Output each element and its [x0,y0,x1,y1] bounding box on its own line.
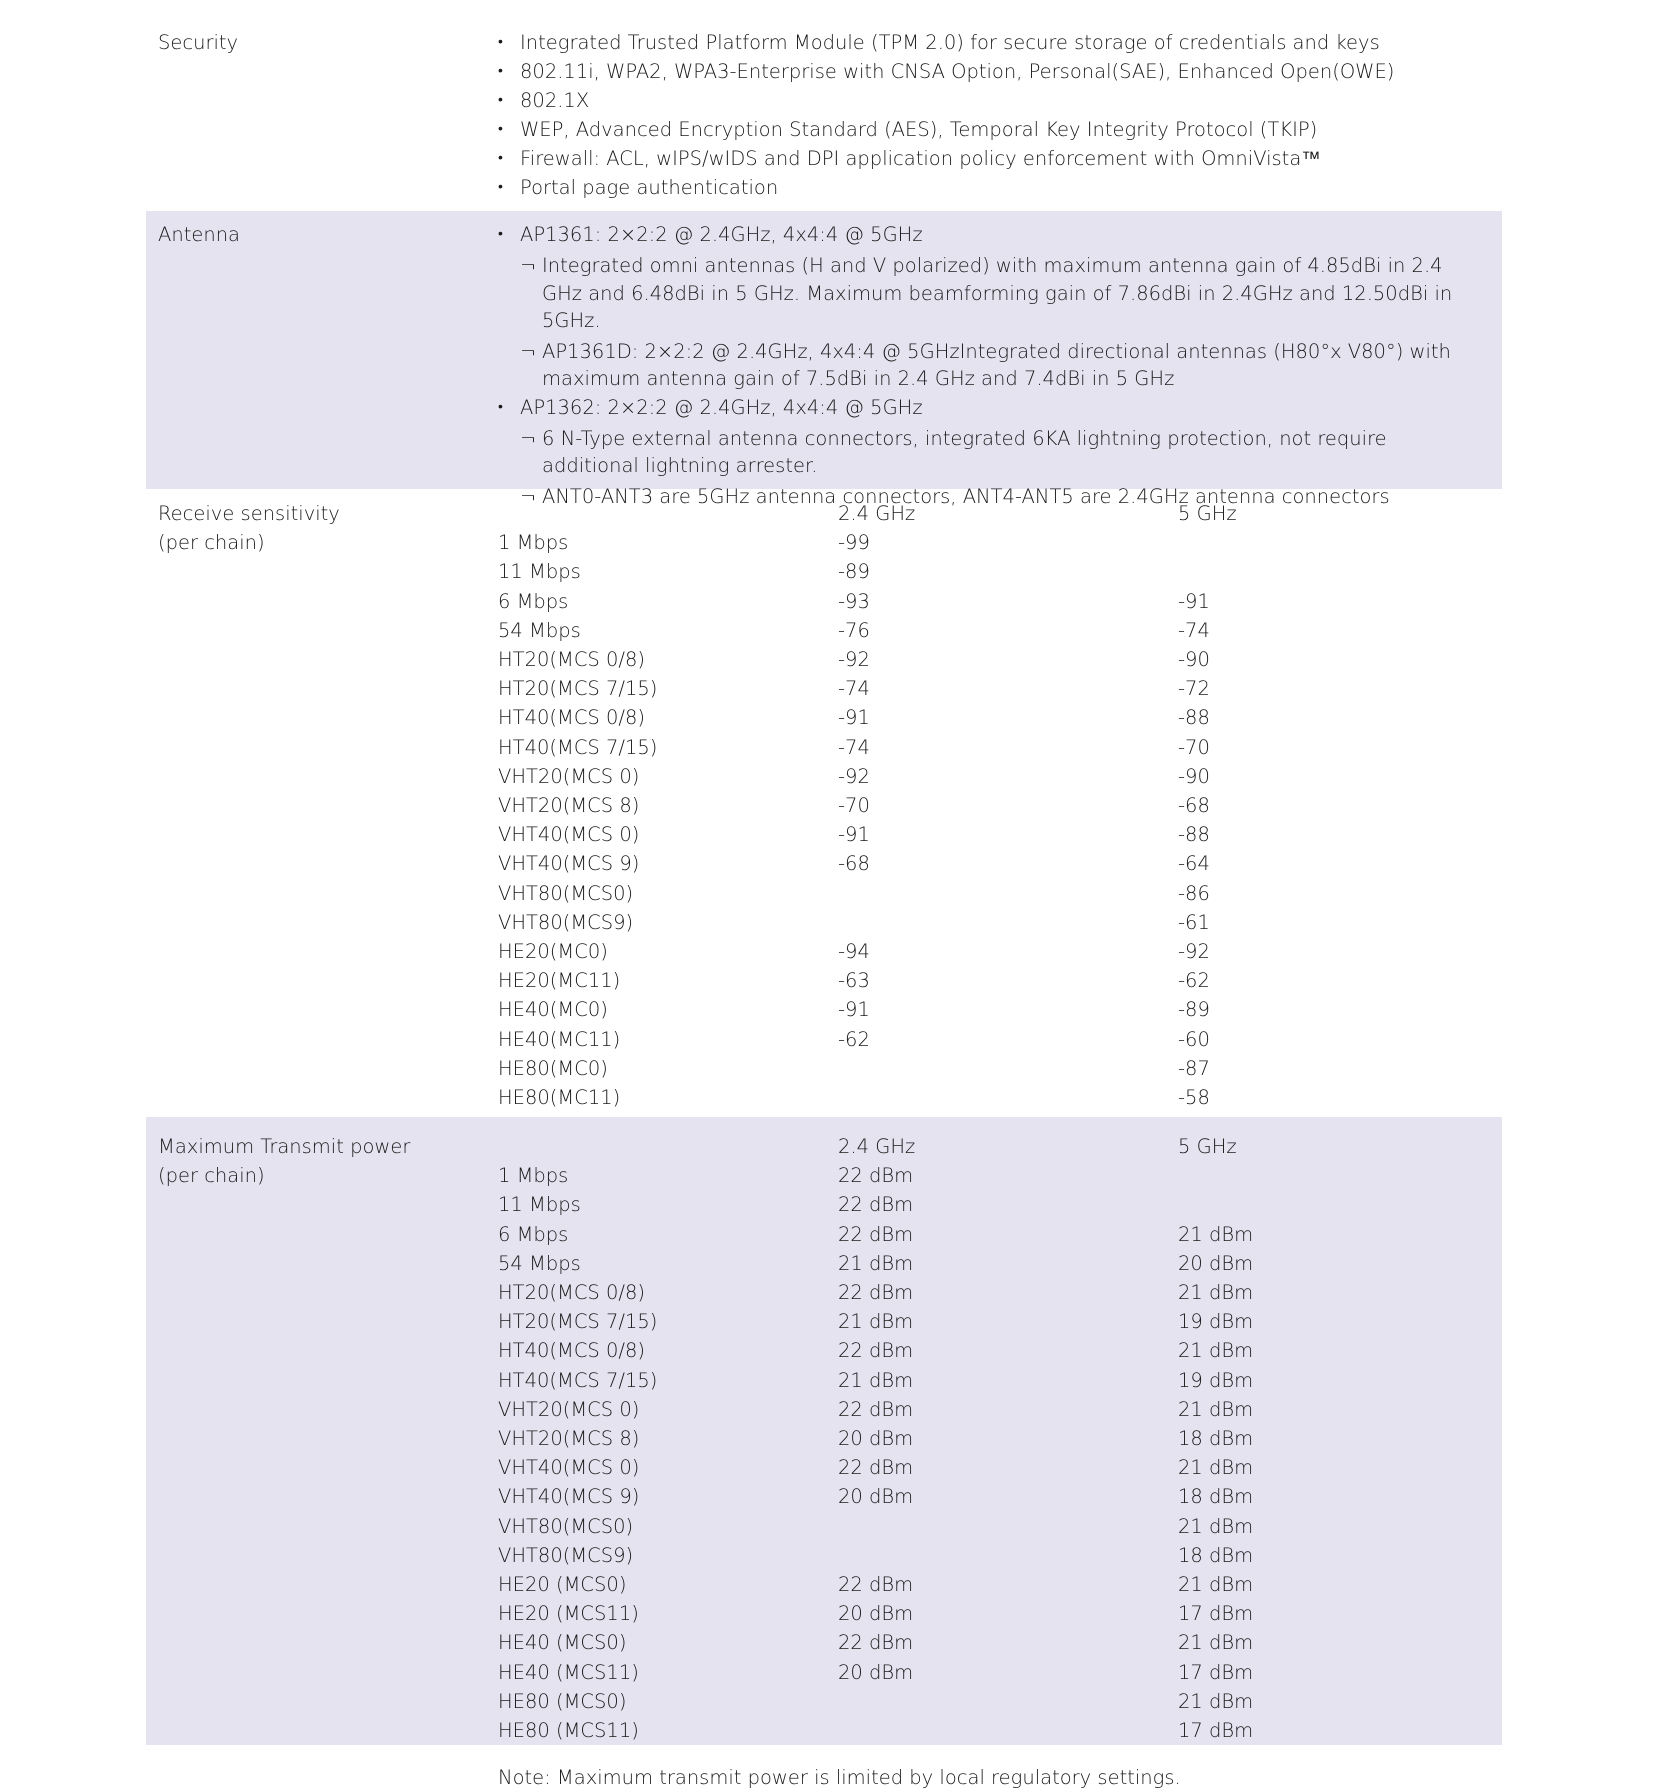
value-2-4ghz-cell: 22 dBm [838,1164,914,1188]
rate-cell: HT20(MCS 7/15) [498,1310,658,1334]
table-row [498,908,1498,937]
table-row [498,1278,1498,1307]
value-2-4ghz-cell: 22 dBm [838,1631,914,1655]
value-5ghz-cell: 21 dBm [1178,1689,1254,1713]
receive-sensitivity-section [146,499,1502,1117]
value-2-4ghz-cell: 20 dBm [838,1660,914,1684]
rate-cell: HE20 (MCS11) [498,1602,639,1626]
list-item: • 802.1X [498,86,1478,115]
value-5ghz-cell: -88 [1178,706,1210,730]
value-5ghz-cell: -90 [1178,764,1210,788]
list-item: • AP1362: 2×2:2 @ 2.4GHz, 4x4:4 @ 5GHz ¬ 6 N-Type external antenna connectors, integrated 6KA lightning protection, not require additional lightning arrester. ¬ ANT0-ANT3 are 5GHz antenna connectors, ANT4-ANT5 are 2.4GHz antenna connectors [498,393,1478,511]
bullet-dot-icon: • [498,179,503,195]
value-5ghz-cell: 21 dBm [1178,1397,1254,1421]
table-row [498,1512,1498,1541]
transmit-power-label: Maximum Transmit power (per chain) [158,1135,411,1187]
rate-cell: 54 Mbps [498,618,581,642]
sub-list-item: ¬ ANT0-ANT3 are 5GHz antenna connectors, ANT4-ANT5 are 2.4GHz antenna connectors [520,483,1478,511]
value-2-4ghz-cell: -70 [838,794,870,818]
bullet-dot-icon: • [498,226,503,242]
value-5ghz-cell: 17 dBm [1178,1602,1254,1626]
rate-cell: VHT20(MCS 8) [498,794,640,818]
value-2-4ghz-cell: -89 [838,560,870,584]
value-2-4ghz-cell: -99 [838,531,870,555]
table-row [498,820,1498,849]
column-header-2-4ghz: 2.4 GHz [838,502,916,525]
value-2-4ghz-cell [838,1512,1178,1541]
rate-cell: VHT80(MCS0) [498,1514,634,1538]
rate-cell: HE40(MC11) [498,1027,621,1051]
rate-cell: HT40(MCS 7/15) [498,1368,658,1392]
bullet-dot-icon: • [498,63,503,79]
rate-cell: HT20(MCS 0/8) [498,1281,646,1305]
value-2-4ghz-cell [838,1054,1178,1083]
rate-cell: VHT20(MCS 8) [498,1427,640,1451]
value-5ghz-cell: -86 [1178,881,1210,905]
value-5ghz-cell: -61 [1178,910,1210,934]
table-row [498,587,1498,616]
table-row [498,1453,1498,1482]
not-sign-icon: ¬ [520,484,537,508]
value-5ghz-cell [1178,557,1498,586]
value-2-4ghz-cell: -74 [838,677,870,701]
bullet-dot-icon: • [498,92,503,108]
antenna-section [146,211,1502,508]
value-2-4ghz-cell: -63 [838,969,870,993]
table-row [498,1482,1498,1511]
rate-cell: HE20(MC11) [498,969,621,993]
rate-cell: VHT40(MCS 0) [498,1456,640,1480]
transmit-power-table [498,1132,1498,1745]
value-5ghz-cell: -70 [1178,735,1210,759]
value-2-4ghz-cell: -62 [838,1027,870,1051]
table-row [498,1395,1498,1424]
value-2-4ghz-cell: -94 [838,940,870,964]
value-5ghz-cell: 21 dBm [1178,1573,1254,1597]
value-5ghz-cell: -91 [1178,589,1210,613]
value-5ghz-cell: 20 dBm [1178,1251,1254,1275]
table-row [498,1190,1498,1219]
value-5ghz-cell: -88 [1178,823,1210,847]
list-item: • 802.11i, WPA2, WPA3-Enterprise with CNSA Option, Personal(SAE), Enhanced Open(OWE) [498,57,1478,86]
value-5ghz-cell: 19 dBm [1178,1310,1254,1334]
table-row [498,645,1498,674]
value-2-4ghz-cell: 22 dBm [838,1456,914,1480]
rate-cell: HE40 (MCS0) [498,1631,627,1655]
value-2-4ghz-cell: 20 dBm [838,1602,914,1626]
value-2-4ghz-cell: -91 [838,706,870,730]
value-5ghz-cell [1178,1190,1498,1219]
table-row [498,1628,1498,1657]
value-2-4ghz-cell: 22 dBm [838,1193,914,1217]
rate-cell: HE20 (MCS0) [498,1573,627,1597]
value-5ghz-cell: -64 [1178,852,1210,876]
value-5ghz-cell: -87 [1178,1056,1210,1080]
value-5ghz-cell: 21 dBm [1178,1631,1254,1655]
receive-sensitivity-label: Receive sensitivity (per chain) [158,502,340,554]
table-row [498,1083,1498,1112]
bullet-dot-icon: • [498,34,503,50]
transmit-power-note: Note: Maximum transmit power is limited by local regulatory settings. [498,1766,1181,1789]
rate-cell: HE20(MC0) [498,940,608,964]
value-5ghz-cell: 21 dBm [1178,1339,1254,1363]
value-5ghz-cell: 21 dBm [1178,1222,1254,1246]
receive-sensitivity-table [498,499,1498,1112]
rate-cell: 6 Mbps [498,589,569,613]
table-row [498,557,1498,586]
value-5ghz-cell: 17 dBm [1178,1660,1254,1684]
value-2-4ghz-cell [838,1716,1178,1745]
table-row [498,528,1498,557]
table-row [498,762,1498,791]
table-row [498,1307,1498,1336]
rate-cell: VHT40(MCS 0) [498,823,640,847]
antenna-list [498,220,1478,510]
not-sign-icon: ¬ [520,426,537,450]
sub-list-item: ¬ Integrated omni antennas (H and V polarized) with maximum antenna gain of 4.85dBi in 2.4 GHz and 6.48dBi in 5 GHz. Maximum beamforming gain of 7.86dBi in 2.4GHz and 12.50dBi in 5GHz. [520,254,1453,332]
column-header-5ghz: 5 GHz [1178,502,1237,525]
sub-list-item: ¬ 6 N-Type external antenna connectors, integrated 6KA lightning protection, not require additional lightning arrester. [520,426,1387,477]
table-row [498,966,1498,995]
value-2-4ghz-cell: -68 [838,852,870,876]
table-row [498,733,1498,762]
not-sign-icon: ¬ [520,339,537,363]
value-2-4ghz-cell: 21 dBm [838,1368,914,1392]
value-5ghz-cell: -89 [1178,998,1210,1022]
value-5ghz-cell: 21 dBm [1178,1456,1254,1480]
table-row [498,1658,1498,1687]
value-2-4ghz-cell [838,908,1178,937]
list-item: • WEP, Advanced Encryption Standard (AES), Temporal Key Integrity Protocol (TKIP) [498,115,1478,144]
column-header-2-4ghz: 2.4 GHz [838,1135,916,1158]
table-row [498,1249,1498,1278]
rate-cell: HE80(MC0) [498,1056,608,1080]
table-row [498,849,1498,878]
rate-cell: 1 Mbps [498,1164,569,1188]
value-5ghz-cell [1178,1161,1498,1190]
value-5ghz-cell: -62 [1178,969,1210,993]
list-item: • Firewall: ACL, wIPS/wIDS and DPI application policy enforcement with OmniVista™ [498,144,1478,173]
antenna-sublist [520,425,1478,511]
column-header-5ghz: 5 GHz [1178,1135,1237,1158]
value-2-4ghz-cell: -74 [838,735,870,759]
value-2-4ghz-cell: 22 dBm [838,1222,914,1246]
value-5ghz-cell: -92 [1178,940,1210,964]
table-row [498,1366,1498,1395]
list-item: • Integrated Trusted Platform Module (TPM 2.0) for secure storage of credentials and keys [498,28,1478,57]
transmit-power-section [146,1117,1502,1745]
security-section [146,28,1502,211]
table-row [498,1424,1498,1453]
table-row [498,1599,1498,1628]
sub-list-item: ¬ AP1361D: 2×2:2 @ 2.4GHz, 4x4:4 @ 5GHzIntegrated directional antennas (H80°x V80°) with maximum antenna gain of 7.5dBi in 2.4 GHz and 7.4dBi in 5 GHz [520,339,1451,390]
rate-cell: HE80 (MCS11) [498,1719,639,1743]
value-5ghz-cell: -68 [1178,794,1210,818]
table-row [498,1716,1498,1745]
value-2-4ghz-cell [838,1541,1178,1570]
rate-cell: HT40(MCS 7/15) [498,735,658,759]
rate-cell: VHT80(MCS9) [498,910,634,934]
rate-cell: VHT20(MCS 0) [498,1397,640,1421]
value-5ghz-cell: -74 [1178,618,1210,642]
rate-cell: 54 Mbps [498,1251,581,1275]
value-2-4ghz-cell: 22 dBm [838,1339,914,1363]
value-2-4ghz-cell: -91 [838,823,870,847]
value-2-4ghz-cell: -93 [838,589,870,613]
value-5ghz-cell [1178,528,1498,557]
list-item: • AP1361: 2×2:2 @ 2.4GHz, 4x4:4 @ 5GHz ¬ Integrated omni antennas (H and V polarized) with maximum antenna gain of 4.85dBi in 2.4 GHz and 6.48dBi in 5 GHz. Maximum beamforming gain of 7.86dBi in 2.4GHz and 12.50dBi in 5GHz. ¬ AP1361D: 2×2:2 @ 2.4GHz, 4x4:4 @ 5GHzIntegrated directional antennas (H80°x V80°) with maximum antenna gain of 7.5dBi in 2.4 GHz and 7.4dBi in 5 GHz [498,220,1478,393]
value-5ghz-cell: 17 dBm [1178,1719,1254,1743]
rate-cell: VHT80(MCS0) [498,881,634,905]
table-row [498,703,1498,732]
value-2-4ghz-cell: 22 dBm [838,1573,914,1597]
antenna-sublist [520,252,1478,393]
value-2-4ghz-cell [838,1083,1178,1112]
security-list [498,28,1478,202]
rate-cell: VHT40(MCS 9) [498,1485,640,1509]
table-row [498,1570,1498,1599]
rate-cell: VHT20(MCS 0) [498,764,640,788]
value-5ghz-cell: 18 dBm [1178,1543,1254,1567]
value-2-4ghz-cell [838,879,1178,908]
table-row [498,1054,1498,1083]
rate-cell: VHT80(MCS9) [498,1543,634,1567]
bullet-dot-icon: • [498,398,503,415]
value-2-4ghz-cell: 22 dBm [838,1281,914,1305]
table-row [498,995,1498,1024]
table-row [498,1025,1498,1054]
rate-cell: HE80(MC11) [498,1086,621,1110]
rate-cell: 11 Mbps [498,560,581,584]
value-2-4ghz-cell: 20 dBm [838,1485,914,1509]
value-5ghz-cell: -72 [1178,677,1210,701]
value-2-4ghz-cell: 20 dBm [838,1427,914,1451]
rate-cell: 6 Mbps [498,1222,569,1246]
bullet-dot-icon: • [498,150,503,166]
bullet-dot-icon: • [498,121,503,137]
rate-cell: 1 Mbps [498,531,569,555]
value-5ghz-cell: 18 dBm [1178,1485,1254,1509]
rate-cell: HE40(MC0) [498,998,608,1022]
table-row [498,1220,1498,1249]
rate-cell: VHT40(MCS 9) [498,852,640,876]
value-2-4ghz-cell: -91 [838,998,870,1022]
value-5ghz-cell: -90 [1178,648,1210,672]
value-5ghz-cell: 18 dBm [1178,1427,1254,1451]
table-row [498,791,1498,820]
table-header-row [498,1132,1498,1161]
rate-cell: HT20(MCS 0/8) [498,648,646,672]
value-2-4ghz-cell [838,1687,1178,1716]
table-row [498,1541,1498,1570]
rate-cell: HT20(MCS 7/15) [498,677,658,701]
value-2-4ghz-cell: -92 [838,764,870,788]
table-row [498,1687,1498,1716]
value-2-4ghz-cell: 21 dBm [838,1251,914,1275]
value-5ghz-cell: 19 dBm [1178,1368,1254,1392]
value-2-4ghz-cell: 22 dBm [838,1397,914,1421]
list-item: • Portal page authentication [498,173,1478,202]
security-label: Security [158,31,239,54]
rate-cell: 11 Mbps [498,1193,581,1217]
value-5ghz-cell: -60 [1178,1027,1210,1051]
table-row [498,937,1498,966]
antenna-label: Antenna [158,223,241,246]
value-2-4ghz-cell: 21 dBm [838,1310,914,1334]
value-2-4ghz-cell: -92 [838,648,870,672]
value-5ghz-cell: 21 dBm [1178,1514,1254,1538]
table-row [498,616,1498,645]
table-header-row [498,499,1498,528]
rate-cell: HT40(MCS 0/8) [498,706,646,730]
value-5ghz-cell: 21 dBm [1178,1281,1254,1305]
rate-cell: HT40(MCS 0/8) [498,1339,646,1363]
table-row [498,674,1498,703]
table-row [498,1161,1498,1190]
table-row [498,1336,1498,1365]
value-2-4ghz-cell: -76 [838,618,870,642]
not-sign-icon: ¬ [520,254,537,277]
rate-cell: HE40 (MCS11) [498,1660,639,1684]
value-5ghz-cell: -58 [1178,1086,1210,1110]
table-row [498,879,1498,908]
rate-cell: HE80 (MCS0) [498,1689,627,1713]
